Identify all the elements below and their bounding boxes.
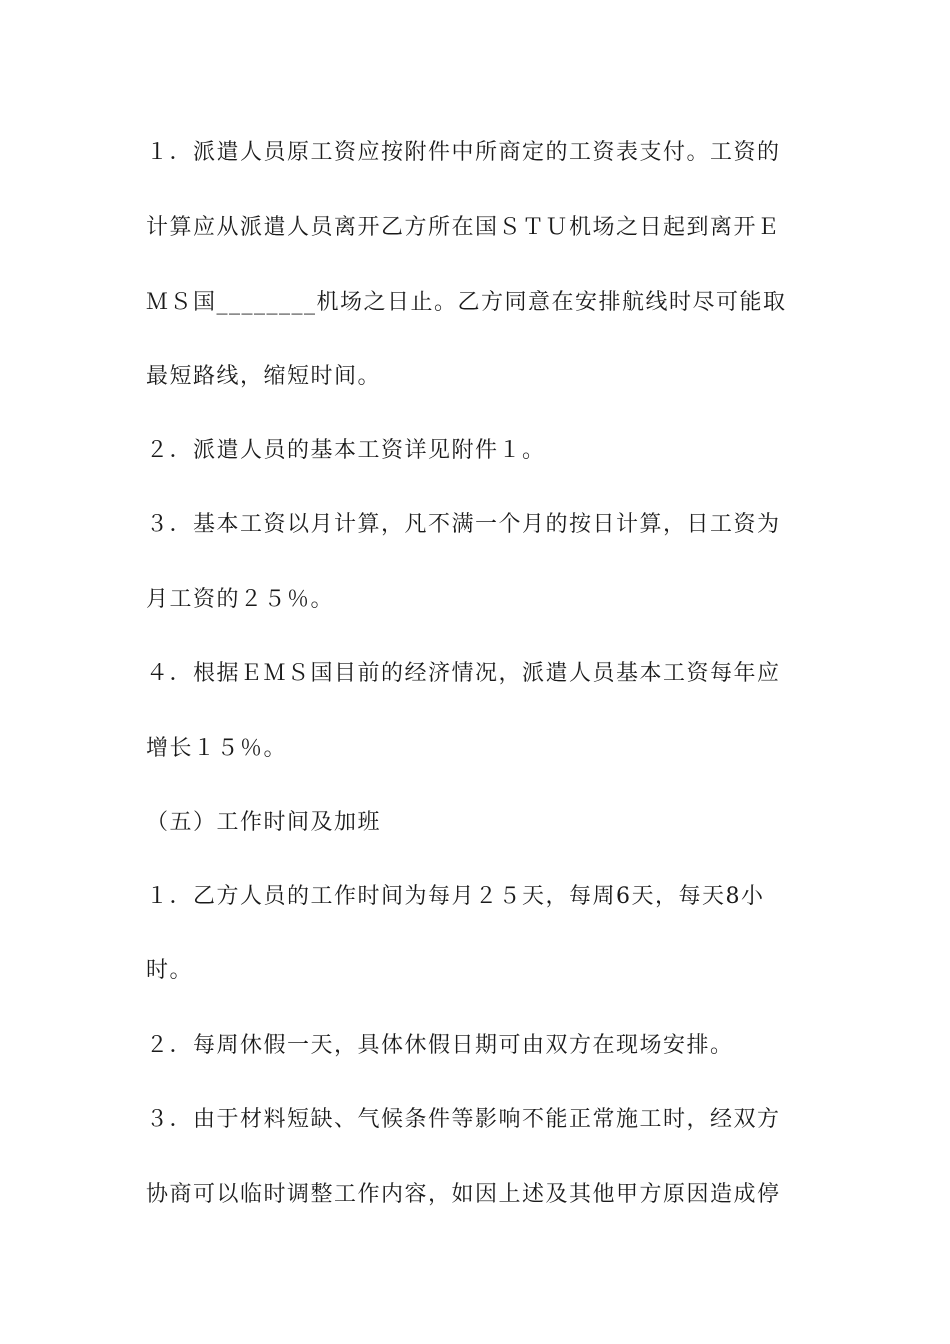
text-line: 最短路线，缩短时间。 — [146, 364, 382, 389]
text-line: 月工资的２５％。 — [146, 587, 335, 612]
text-line: 时。 — [146, 958, 194, 983]
text-line: ４．根据ＥＭＳ国目前的经济情况，派遣人员基本工资每年应 — [146, 661, 781, 686]
section-heading: （五）工作时间及加班 — [146, 810, 382, 835]
text-line: １．派遣人员原工资应按附件中所商定的工资表支付。工资的 — [146, 140, 781, 165]
text-line: 增长１５％。 — [146, 736, 288, 761]
text-line: ２．每周休假一天，具体休假日期可由双方在现场安排。 — [146, 1033, 734, 1058]
text-line: ２．派遣人员的基本工资详见附件１。 — [146, 438, 546, 463]
text-line: ３．由于材料短缺、气候条件等影响不能正常施工时，经双方 — [146, 1107, 781, 1132]
text-line: 协商可以临时调整工作内容，如因上述及其他甲方原因造成停 — [146, 1182, 781, 1207]
text-line: ＭＳ国________机场之日止。乙方同意在安排航线时尽可能取 — [146, 290, 787, 315]
text-line: １．乙方人员的工作时间为每月２５天，每周6天，每天8小 — [146, 884, 765, 909]
text-line: 计算应从派遣人员离开乙方所在国ＳＴＵ机场之日起到离开Ｅ — [146, 215, 781, 240]
text-line: ３．基本工资以月计算，凡不满一个月的按日计算，日工资为 — [146, 512, 781, 537]
